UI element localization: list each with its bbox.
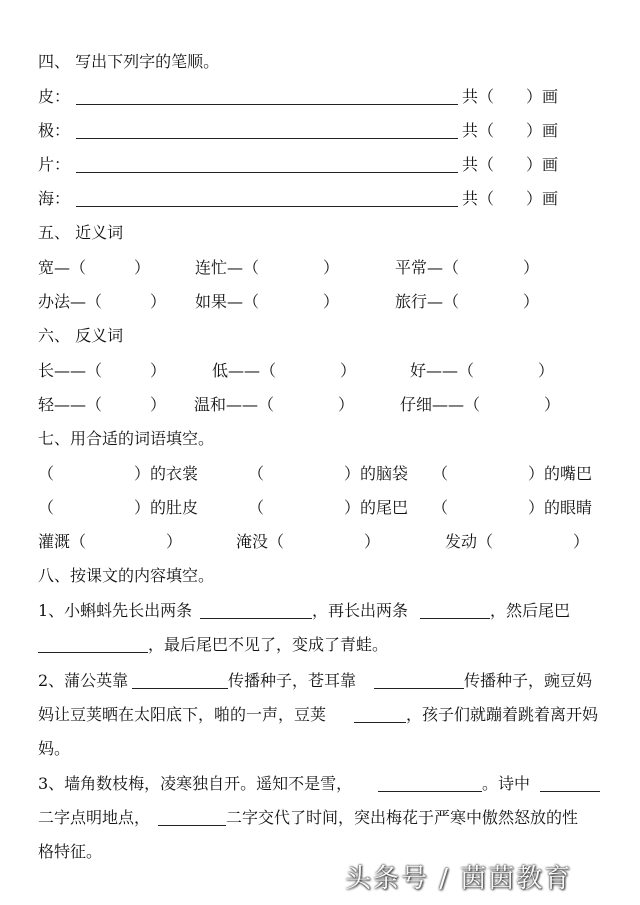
antonym-item: 仔细——（ ） (400, 395, 561, 414)
synonym-item: 旅行—（ ） (395, 292, 540, 311)
synonym-item: 办法—（ ） (38, 292, 167, 311)
answer-blank (132, 688, 228, 689)
synonym-item: 平常—（ ） (395, 258, 540, 277)
q2-text: 2、蒲公英靠 (38, 671, 129, 690)
stroke-count: 共（ ）画 (462, 155, 559, 174)
stroke-count: 共（ ）画 (462, 189, 559, 208)
antonym-item: 好——（ ） (410, 361, 555, 380)
q2-text: 妈让豆荚晒在太阳底下，啪的一声，豆荚 (38, 705, 327, 724)
q2-text: ，孩子们就蹦着跳着离开妈 (406, 705, 599, 724)
q2-text: 妈。 (38, 739, 71, 758)
q1-text: ，再长出两条 (312, 601, 409, 620)
antonym-item: 轻——（ ） (38, 395, 167, 414)
q2-text: 传播种子，豌豆妈 (464, 671, 593, 690)
q3-text: 二字点明地点， (38, 808, 151, 827)
fill-phrase: 灌溉（ ） (38, 532, 183, 551)
stroke-count: 共（ ）画 (462, 87, 559, 106)
fill-phrase: （ ）的嘴巴 (432, 464, 593, 483)
q3-text: 3、墙角数枝梅，凌寒独自开。遥知不是雪， (38, 774, 353, 793)
answer-line (76, 206, 458, 207)
synonym-item: 如果—（ ） (195, 292, 340, 311)
answer-line (76, 104, 458, 105)
fill-phrase: 发动（ ） (445, 532, 590, 551)
q3-text: 二字交代了时间，突出梅花于严寒中傲然怒放的性 (226, 808, 579, 827)
answer-blank (354, 722, 406, 723)
q1-text: 1、小蝌蚪先长出两条 (38, 601, 193, 620)
fill-phrase: 淹没（ ） (236, 532, 381, 551)
antonym-item: 温和——（ ） (194, 395, 355, 414)
antonym-item: 长——（ ） (38, 361, 167, 380)
watermark: 头条号 / 茵茵教育 (345, 864, 573, 894)
q1-text: ，最后尾巴不见了，变成了青蛙。 (148, 635, 389, 654)
stroke-row-char: 片： (38, 155, 71, 174)
fill-phrase: （ ）的眼睛 (432, 498, 593, 517)
q2-text: 传播种子，苍耳靠 (228, 671, 357, 690)
answer-blank (420, 618, 490, 619)
stroke-row-char: 极： (38, 121, 71, 140)
section-4-title: 四、 写出下列字的笔顺。 (38, 52, 220, 71)
q3-text: 格特征。 (38, 842, 103, 861)
stroke-row-char: 海： (38, 189, 71, 208)
stroke-count: 共（ ）画 (462, 121, 559, 140)
fill-phrase: （ ）的尾巴 (248, 498, 409, 517)
answer-blank (38, 652, 148, 653)
answer-blank (540, 791, 600, 792)
synonym-item: 连忙—（ ） (195, 258, 340, 277)
q3-text: 。诗中 (482, 774, 531, 793)
answer-blank (200, 618, 312, 619)
fill-phrase: （ ）的衣裳 (38, 464, 199, 483)
q1-text: ，然后尾巴 (490, 601, 571, 620)
answer-blank (374, 688, 464, 689)
fill-phrase: （ ）的肚皮 (38, 498, 199, 517)
antonym-item: 低——（ ） (212, 361, 357, 380)
answer-line (76, 138, 458, 139)
answer-blank (158, 825, 226, 826)
answer-blank (378, 791, 482, 792)
section-7-title: 七、用合适的词语填空。 (38, 429, 215, 448)
section-5-title: 五、 近义词 (38, 223, 124, 242)
answer-line (76, 172, 458, 173)
section-8-title: 八、按课文的内容填空。 (38, 566, 215, 585)
section-6-title: 六、 反义词 (38, 326, 124, 345)
synonym-item: 宽—（ ） (38, 258, 151, 277)
fill-phrase: （ ）的脑袋 (248, 464, 409, 483)
stroke-row-char: 皮： (38, 87, 71, 106)
